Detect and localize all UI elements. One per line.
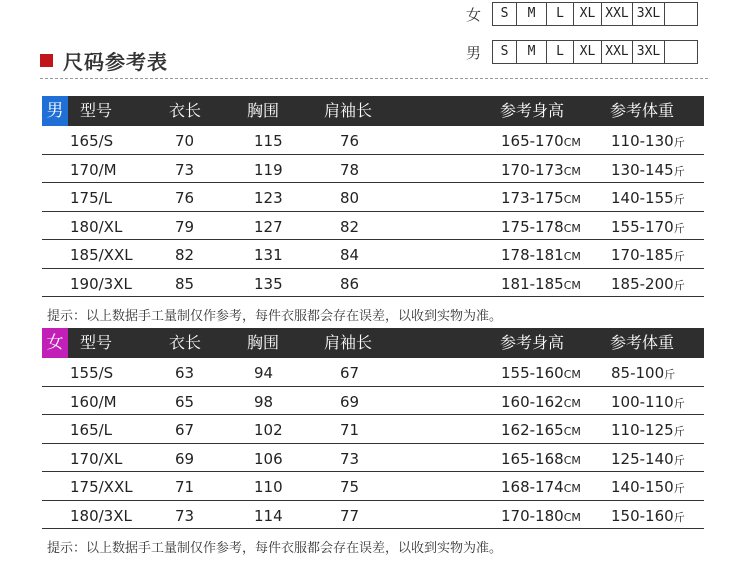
cell-height bbox=[501, 126, 581, 158]
cell-model bbox=[70, 155, 117, 185]
cell-value: 165-168 bbox=[501, 449, 564, 468]
female-size-options bbox=[492, 2, 698, 26]
cell-value: 180/XL bbox=[70, 217, 123, 236]
cell-sleeve bbox=[340, 472, 359, 502]
unit-jin: 斤 bbox=[673, 510, 685, 524]
cell-sleeve bbox=[340, 269, 359, 299]
cell-height bbox=[501, 358, 581, 390]
size-option[interactable]: XL bbox=[574, 41, 602, 63]
cell-value: 170-180 bbox=[501, 506, 564, 525]
table-row bbox=[42, 155, 704, 184]
cell-value: 106 bbox=[254, 449, 283, 468]
cell-weight bbox=[611, 269, 685, 301]
cell-chest bbox=[254, 358, 273, 388]
size-option[interactable]: L bbox=[547, 41, 574, 63]
cell-value: 127 bbox=[254, 217, 283, 236]
cell-length bbox=[175, 126, 194, 156]
cell-value: 115 bbox=[254, 132, 283, 150]
cell-value: 185/XXL bbox=[70, 246, 133, 264]
cell-value: 73 bbox=[175, 506, 195, 525]
cell-model bbox=[70, 183, 112, 213]
table-row bbox=[42, 387, 704, 416]
cell-value: 165/L bbox=[70, 421, 113, 439]
cell-value: 110-125 bbox=[611, 421, 674, 439]
female-size-table bbox=[42, 328, 704, 529]
table-row bbox=[42, 240, 704, 269]
unit-cm: CM bbox=[563, 510, 581, 524]
cell-length bbox=[175, 155, 194, 185]
heading-marker bbox=[40, 54, 53, 67]
cell-value: 175/XXL bbox=[70, 478, 133, 496]
female-size-selector bbox=[466, 2, 698, 26]
cell-value: 77 bbox=[340, 506, 360, 525]
column-header: 胸围 bbox=[247, 101, 280, 120]
cell-sleeve bbox=[340, 444, 359, 474]
size-option[interactable]: XXL bbox=[602, 41, 633, 63]
table-row bbox=[42, 358, 704, 387]
table-row bbox=[42, 444, 704, 473]
cell-weight bbox=[611, 358, 675, 390]
unit-cm: CM bbox=[563, 453, 581, 467]
female-selector-label: 女 bbox=[466, 5, 482, 24]
cell-value: 110-130 bbox=[611, 132, 674, 150]
cell-chest bbox=[254, 126, 283, 156]
unit-jin: 斤 bbox=[673, 193, 685, 206]
unit-cm: CM bbox=[563, 164, 581, 178]
size-option[interactable]: XXL bbox=[602, 3, 633, 25]
cell-value: 125-140 bbox=[611, 449, 674, 468]
unit-jin: 斤 bbox=[664, 368, 676, 381]
cell-weight bbox=[611, 240, 685, 272]
cell-chest bbox=[254, 212, 283, 242]
cell-value: 131 bbox=[254, 246, 283, 264]
male-tag: 男 bbox=[42, 96, 68, 126]
table-row bbox=[42, 269, 704, 298]
table-row bbox=[42, 472, 704, 501]
cell-weight bbox=[611, 155, 685, 187]
cell-value: 155-170 bbox=[611, 217, 674, 236]
cell-value: 67 bbox=[340, 364, 360, 382]
cell-sleeve bbox=[340, 183, 359, 213]
cell-value: 85-100 bbox=[611, 364, 665, 382]
cell-sleeve bbox=[340, 155, 359, 185]
female-note: 提示：以上数据手工量制仅作参考，每件衣服都会存在误差，以收到实物为准。 bbox=[47, 541, 503, 556]
male-selector-label: 男 bbox=[466, 43, 482, 62]
cell-length bbox=[175, 472, 194, 502]
cell-value: 100-110 bbox=[611, 392, 674, 411]
cell-value: 67 bbox=[175, 421, 195, 439]
column-header: 型号 bbox=[80, 101, 113, 120]
cell-value: 175/L bbox=[70, 189, 113, 207]
page-title bbox=[40, 46, 168, 75]
cell-value: 94 bbox=[254, 364, 274, 382]
column-header: 衣长 bbox=[169, 101, 202, 120]
cell-length bbox=[175, 358, 194, 388]
cell-length bbox=[175, 415, 194, 445]
cell-value: 135 bbox=[254, 274, 283, 293]
cell-value: 185-200 bbox=[611, 274, 674, 293]
column-header: 衣长 bbox=[169, 333, 202, 352]
unit-cm: CM bbox=[563, 396, 581, 410]
cell-value: 178-181 bbox=[501, 246, 564, 264]
table-row bbox=[42, 415, 704, 444]
table-row bbox=[42, 183, 704, 212]
cell-height bbox=[501, 472, 581, 504]
cell-weight bbox=[611, 126, 685, 158]
cell-chest bbox=[254, 155, 283, 185]
column-header: 参考身高 bbox=[500, 101, 565, 120]
female-tag: 女 bbox=[42, 328, 68, 358]
cell-chest bbox=[254, 501, 283, 531]
cell-value: 71 bbox=[175, 478, 195, 496]
cell-value: 160-162 bbox=[501, 392, 564, 411]
cell-weight bbox=[611, 472, 685, 504]
cell-weight bbox=[611, 444, 685, 476]
cell-value: 140-155 bbox=[611, 189, 674, 207]
unit-jin: 斤 bbox=[673, 396, 685, 410]
cell-model bbox=[70, 472, 133, 502]
unit-jin: 斤 bbox=[673, 453, 685, 467]
cell-value: 76 bbox=[340, 132, 360, 150]
cell-chest bbox=[254, 472, 283, 502]
cell-length bbox=[175, 387, 194, 417]
cell-value: 181-185 bbox=[501, 274, 564, 293]
cell-value: 190/3XL bbox=[70, 274, 132, 293]
unit-jin: 斤 bbox=[673, 221, 685, 235]
unit-cm: CM bbox=[563, 193, 581, 206]
cell-value: 85 bbox=[175, 274, 195, 293]
cell-length bbox=[175, 212, 194, 242]
cell-sleeve bbox=[340, 240, 359, 270]
cell-model bbox=[70, 387, 117, 417]
unit-jin: 斤 bbox=[673, 136, 685, 149]
unit-jin: 斤 bbox=[673, 482, 685, 495]
cell-value: 110 bbox=[254, 478, 283, 496]
cell-model bbox=[70, 501, 132, 531]
unit-jin: 斤 bbox=[673, 164, 685, 178]
cell-sleeve bbox=[340, 126, 359, 156]
cell-chest bbox=[254, 415, 283, 445]
cell-height bbox=[501, 155, 581, 187]
cell-value: 170-173 bbox=[501, 160, 564, 179]
cell-value: 84 bbox=[340, 246, 360, 264]
column-header: 型号 bbox=[80, 333, 113, 352]
cell-value: 73 bbox=[340, 449, 360, 468]
cell-model bbox=[70, 358, 113, 388]
cell-value: 102 bbox=[254, 421, 283, 439]
cell-length bbox=[175, 501, 194, 531]
unit-cm: CM bbox=[563, 136, 581, 149]
table-row bbox=[42, 212, 704, 241]
unit-cm: CM bbox=[563, 278, 581, 292]
size-option[interactable]: XL bbox=[574, 3, 602, 25]
size-option[interactable] bbox=[665, 3, 697, 25]
cell-value: 173-175 bbox=[501, 189, 564, 207]
column-header: 参考身高 bbox=[500, 333, 565, 352]
cell-value: 160/M bbox=[70, 392, 117, 411]
cell-model bbox=[70, 415, 112, 445]
cell-value: 69 bbox=[175, 449, 195, 468]
cell-value: 155/S bbox=[70, 364, 114, 382]
cell-weight bbox=[611, 501, 685, 533]
cell-length bbox=[175, 444, 194, 474]
cell-model bbox=[70, 269, 132, 299]
cell-chest bbox=[254, 387, 273, 417]
cell-height bbox=[501, 501, 581, 533]
cell-sleeve bbox=[340, 212, 359, 242]
cell-value: 98 bbox=[254, 392, 274, 411]
cell-value: 162-165 bbox=[501, 421, 564, 439]
cell-value: 79 bbox=[175, 217, 195, 236]
cell-value: 165-170 bbox=[501, 132, 564, 150]
cell-height bbox=[501, 183, 581, 215]
cell-chest bbox=[254, 444, 283, 474]
cell-model bbox=[70, 126, 113, 156]
cell-value: 123 bbox=[254, 189, 283, 207]
cell-value: 78 bbox=[340, 160, 360, 179]
unit-cm: CM bbox=[563, 425, 581, 438]
cell-length bbox=[175, 240, 194, 270]
cell-value: 165/S bbox=[70, 132, 114, 150]
column-header: 参考体重 bbox=[610, 333, 675, 352]
cell-model bbox=[70, 212, 122, 242]
cell-value: 65 bbox=[175, 392, 195, 411]
size-option[interactable]: 3XL bbox=[633, 3, 665, 25]
unit-cm: CM bbox=[563, 482, 581, 495]
column-header: 参考体重 bbox=[610, 101, 675, 120]
unit-cm: CM bbox=[563, 250, 581, 263]
cell-height bbox=[501, 415, 581, 447]
cell-weight bbox=[611, 212, 685, 244]
cell-value: 86 bbox=[340, 274, 360, 293]
cell-height bbox=[501, 387, 581, 419]
cell-value: 155-160 bbox=[501, 364, 564, 382]
cell-value: 71 bbox=[340, 421, 360, 439]
cell-weight bbox=[611, 415, 685, 447]
cell-model bbox=[70, 240, 133, 270]
unit-jin: 斤 bbox=[673, 278, 685, 292]
divider bbox=[40, 78, 708, 79]
cell-sleeve bbox=[340, 358, 359, 388]
male-size-table bbox=[42, 96, 704, 297]
cell-value: 63 bbox=[175, 364, 195, 382]
male-size-selector bbox=[466, 40, 698, 64]
cell-height bbox=[501, 240, 581, 272]
column-header: 肩袖长 bbox=[324, 333, 373, 352]
cell-value: 140-150 bbox=[611, 478, 674, 496]
cell-chest bbox=[254, 240, 283, 270]
cell-value: 130-145 bbox=[611, 160, 674, 179]
size-option[interactable] bbox=[665, 41, 697, 63]
table-row bbox=[42, 126, 704, 155]
cell-weight bbox=[611, 387, 685, 419]
size-option[interactable]: S bbox=[493, 41, 517, 63]
table-row bbox=[42, 501, 704, 530]
cell-value: 114 bbox=[254, 506, 283, 525]
cell-value: 70 bbox=[175, 132, 195, 150]
cell-model bbox=[70, 444, 122, 474]
cell-value: 82 bbox=[340, 217, 360, 236]
table-header bbox=[42, 328, 704, 358]
size-option[interactable]: L bbox=[547, 3, 574, 25]
cell-value: 75 bbox=[340, 478, 360, 496]
cell-value: 168-174 bbox=[501, 478, 564, 496]
cell-chest bbox=[254, 183, 283, 213]
size-option[interactable]: M bbox=[517, 41, 547, 63]
cell-value: 150-160 bbox=[611, 506, 674, 525]
unit-cm: CM bbox=[563, 221, 581, 235]
size-option[interactable]: S bbox=[493, 3, 517, 25]
unit-cm: CM bbox=[563, 368, 581, 381]
cell-sleeve bbox=[340, 501, 359, 531]
cell-sleeve bbox=[340, 415, 359, 445]
cell-value: 82 bbox=[175, 246, 195, 264]
column-header: 肩袖长 bbox=[324, 101, 373, 120]
heading-text: 尺码参考表 bbox=[63, 50, 168, 74]
cell-height bbox=[501, 444, 581, 476]
cell-height bbox=[501, 212, 581, 244]
male-size-options bbox=[492, 40, 698, 64]
size-option[interactable]: 3XL bbox=[633, 41, 665, 63]
cell-length bbox=[175, 183, 194, 213]
unit-jin: 斤 bbox=[673, 425, 685, 438]
cell-value: 80 bbox=[340, 189, 360, 207]
cell-weight bbox=[611, 183, 685, 215]
column-header: 胸围 bbox=[247, 333, 280, 352]
table-header bbox=[42, 96, 704, 126]
cell-length bbox=[175, 269, 194, 299]
cell-height bbox=[501, 269, 581, 301]
male-note: 提示：以上数据手工量制仅作参考，每件衣服都会存在误差，以收到实物为准。 bbox=[47, 309, 503, 324]
size-option[interactable]: M bbox=[517, 3, 547, 25]
cell-value: 170-185 bbox=[611, 246, 674, 264]
cell-sleeve bbox=[340, 387, 359, 417]
cell-chest bbox=[254, 269, 283, 299]
cell-value: 76 bbox=[175, 189, 195, 207]
cell-value: 119 bbox=[254, 160, 283, 179]
cell-value: 180/3XL bbox=[70, 506, 132, 525]
cell-value: 175-178 bbox=[501, 217, 564, 236]
unit-jin: 斤 bbox=[673, 250, 685, 263]
cell-value: 73 bbox=[175, 160, 195, 179]
cell-value: 69 bbox=[340, 392, 360, 411]
cell-value: 170/XL bbox=[70, 449, 123, 468]
cell-value: 170/M bbox=[70, 160, 117, 179]
